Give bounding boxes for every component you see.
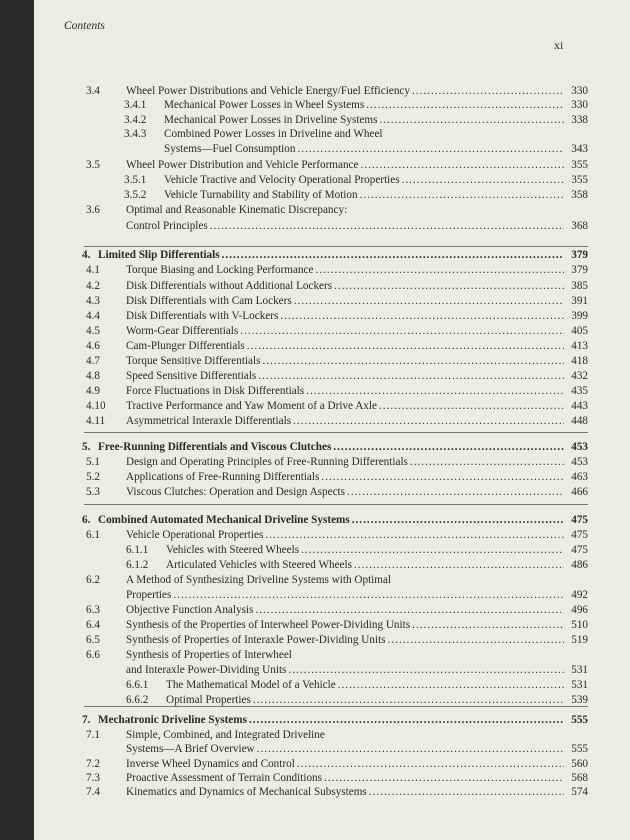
entry-number: 4.10 (86, 400, 106, 412)
entry-title: Proactive Assessment of Terrain Conditions (126, 772, 323, 784)
entry-title: Vehicles with Steered Wheels (166, 544, 300, 556)
entry-number: 3.5.1 (124, 174, 147, 186)
entry-page: 358 (571, 189, 588, 201)
entry-number: 3.4.2 (124, 114, 147, 126)
entry-page: 443 (571, 400, 588, 412)
entry-title: Systems—A Brief Overview (126, 743, 255, 755)
entry-page: 338 (571, 114, 588, 126)
toc-entry[interactable] (86, 603, 588, 617)
dot-leader (321, 470, 564, 484)
dot-leader (324, 771, 564, 785)
entry-title: Simple, Combined, and Integrated Driveline (126, 729, 325, 741)
chapter-divider (84, 246, 588, 247)
toc-entry[interactable] (86, 618, 588, 632)
toc-chapter[interactable] (82, 248, 588, 262)
toc-entry[interactable] (86, 573, 588, 587)
dot-leader (379, 113, 564, 127)
toc-entry[interactable] (86, 294, 588, 308)
entry-title: Torque Sensitive Differentials (126, 355, 261, 367)
entry-page: 496 (571, 604, 588, 616)
entry-page: 453 (571, 456, 588, 468)
toc-entry[interactable] (86, 309, 588, 323)
toc-entry[interactable] (86, 771, 588, 785)
entry-number: 4.9 (86, 385, 100, 397)
chapter-divider (84, 504, 588, 505)
dot-leader (412, 84, 564, 98)
entry-title: Viscous Clutches: Operation and Design Aspects (126, 486, 346, 498)
toc-entry[interactable] (126, 693, 588, 707)
chapter-page: 453 (571, 441, 588, 453)
dot-leader (301, 543, 564, 557)
entry-number: 4.4 (86, 310, 100, 322)
entry-title: Torque Biasing and Locking Performance (126, 264, 314, 276)
entry-page: 355 (571, 174, 588, 186)
entry-title: Disk Differentials with Cam Lockers (126, 295, 292, 307)
dot-leader (369, 785, 564, 799)
entry-number: 7.1 (86, 729, 100, 741)
toc-entry[interactable] (86, 84, 588, 98)
entry-number: 4.11 (86, 415, 106, 427)
dot-leader (255, 603, 564, 617)
entry-title: Speed Sensitive Differentials (126, 370, 257, 382)
entry-number: 3.4.3 (124, 128, 147, 140)
toc-entry[interactable] (86, 414, 588, 428)
entry-page: 405 (571, 325, 588, 337)
entry-number: 6.2 (86, 574, 100, 586)
entry-number: 7.4 (86, 786, 100, 798)
entry-number: 5.1 (86, 456, 100, 468)
dot-leader (306, 384, 564, 398)
dot-leader (315, 263, 564, 277)
entry-page: 463 (571, 471, 588, 483)
entry-title: A Method of Synthesizing Driveline Systems with Optimal (126, 574, 392, 586)
dot-leader (173, 588, 564, 602)
toc-entry[interactable] (86, 528, 588, 542)
entry-number: 7.3 (86, 772, 100, 784)
entry-title: Asymmetrical Interaxle Differentials (126, 415, 292, 427)
chapter-page: 475 (571, 514, 588, 526)
entry-title: Wheel Power Distributions and Vehicle Energy/Fuel Efficiency (126, 85, 410, 97)
entry-page: 399 (571, 310, 588, 322)
dot-leader (347, 485, 564, 499)
toc-entry-continuation[interactable] (164, 142, 588, 156)
entry-title: Systems—Fuel Consumption (164, 143, 296, 155)
entry-title: Objective Function Analysis (126, 604, 254, 616)
entry-title: Synthesis of Properties of Interwheel (126, 649, 292, 661)
toc-entry[interactable] (86, 633, 588, 647)
toc-entry[interactable] (86, 263, 588, 277)
entry-title: Tractive Performance and Yaw Moment of a Drive Axle (126, 400, 377, 412)
entry-title: Disk Differentials with V-Lockers (126, 310, 279, 322)
chapter-page: 379 (571, 249, 588, 261)
entry-number: 6.4 (86, 619, 100, 631)
dot-leader (257, 742, 564, 756)
book-page (34, 0, 630, 840)
entry-number: 4.5 (86, 325, 100, 337)
chapter-number: 5. (82, 441, 91, 453)
entry-page: 330 (571, 99, 588, 111)
dot-leader (210, 219, 564, 233)
toc-entry[interactable] (86, 203, 588, 217)
entry-number: 7.2 (86, 758, 100, 770)
toc-entry[interactable] (86, 455, 588, 469)
chapter-page: 555 (571, 714, 588, 726)
running-header: Contents (64, 20, 105, 32)
entry-page: 510 (571, 619, 588, 631)
entry-number: 6.5 (86, 634, 100, 646)
dot-leader (258, 369, 564, 383)
toc-entry-continuation[interactable] (126, 588, 588, 602)
entry-number: 4.2 (86, 280, 100, 292)
toc-chapter[interactable] (82, 440, 588, 454)
entry-page: 475 (571, 529, 588, 541)
dot-leader (280, 309, 564, 323)
toc-entry[interactable] (86, 339, 588, 353)
entry-title: Disk Differentials without Additional Lockers (126, 280, 333, 292)
entry-page: 413 (571, 340, 588, 352)
entry-page: 330 (571, 85, 588, 97)
toc-entry[interactable] (86, 785, 588, 799)
entry-page: 531 (571, 664, 588, 676)
entry-title: Vehicle Turnability and Stability of Motion (164, 189, 358, 201)
entry-number: 3.6 (86, 204, 100, 216)
chapter-number: 6. (82, 514, 91, 526)
entry-page: 368 (571, 220, 588, 232)
entry-title: Kinematics and Dynamics of Mechanical Subsystems (126, 786, 367, 798)
toc-entry[interactable] (124, 127, 588, 141)
entry-title: Force Fluctuations in Disk Differentials (126, 385, 305, 397)
entry-page: 555 (571, 743, 588, 755)
entry-number: 3.4.1 (124, 99, 147, 111)
dot-leader (388, 633, 564, 647)
entry-page: 418 (571, 355, 588, 367)
dot-leader (222, 248, 564, 262)
entry-page: 560 (571, 758, 588, 770)
entry-number: 6.1.2 (126, 559, 149, 571)
entry-page: 539 (571, 694, 588, 706)
entry-number: 3.4 (86, 85, 100, 97)
toc-entry-continuation[interactable] (126, 742, 588, 756)
entry-title: and Interaxle Power-Dividing Units (126, 664, 287, 676)
entry-number: 6.3 (86, 604, 100, 616)
entry-number: 6.1 (86, 529, 100, 541)
entry-title: Mechanical Power Losses in Wheel Systems (164, 99, 365, 111)
toc-entry[interactable] (86, 354, 588, 368)
toc-entry[interactable] (86, 728, 588, 742)
entry-number: 5.3 (86, 486, 100, 498)
entry-title: Inverse Wheel Dynamics and Control (126, 758, 295, 770)
entry-page: 492 (571, 589, 588, 601)
entry-number: 4.1 (86, 264, 100, 276)
dot-leader (240, 324, 564, 338)
dot-leader (354, 558, 564, 572)
entry-number: 3.5.2 (124, 189, 147, 201)
entry-title: Worm-Gear Differentials (126, 325, 239, 337)
entry-title: Combined Power Losses in Driveline and Wheel (164, 128, 383, 140)
dot-leader (360, 188, 564, 202)
entry-title: Mechanical Power Losses in Driveline Systems (164, 114, 378, 126)
dot-leader (297, 757, 564, 771)
toc-entry[interactable] (124, 173, 588, 187)
entry-number: 3.5 (86, 159, 100, 171)
dot-leader (334, 279, 564, 293)
entry-number: 6.6.1 (126, 679, 149, 691)
page-number: xi (554, 38, 564, 52)
entry-title: Synthesis of Properties of Interaxle Power-Dividing Units (126, 634, 386, 646)
toc-entry[interactable] (124, 188, 588, 202)
entry-number: 4.8 (86, 370, 100, 382)
entry-title: Vehicle Operational Properties (126, 529, 264, 541)
entry-number: 5.2 (86, 471, 100, 483)
toc-entry[interactable] (86, 384, 588, 398)
entry-number: 4.6 (86, 340, 100, 352)
chapter-divider (84, 432, 588, 433)
chapter-title: Mechatronic Driveline Systems (98, 714, 247, 726)
toc-entry-continuation[interactable] (126, 219, 588, 233)
entry-page: 435 (571, 385, 588, 397)
entry-page: 379 (571, 264, 588, 276)
entry-title: Synthesis of the Properties of Interwheel Power-Dividing Units (126, 619, 411, 631)
dot-leader (249, 713, 564, 727)
entry-page: 568 (571, 772, 588, 784)
dot-leader (360, 158, 564, 172)
toc-entry[interactable] (86, 470, 588, 484)
entry-page: 519 (571, 634, 588, 646)
chapter-title: Limited Slip Differentials (98, 249, 220, 261)
dot-leader (338, 678, 564, 692)
toc-entry[interactable] (86, 369, 588, 383)
toc-entry[interactable] (86, 648, 588, 662)
dot-leader (294, 294, 564, 308)
entry-page: 475 (571, 544, 588, 556)
dot-leader (262, 354, 564, 368)
dot-leader (297, 142, 564, 156)
entry-page: 432 (571, 370, 588, 382)
toc-entry[interactable] (124, 98, 588, 112)
toc-entry[interactable] (86, 158, 588, 172)
entry-page: 355 (571, 159, 588, 171)
toc-entry[interactable] (126, 558, 588, 572)
entry-number: 6.1.1 (126, 544, 149, 556)
entry-title: Properties (126, 589, 172, 601)
toc-entry[interactable] (124, 113, 588, 127)
dot-leader (253, 693, 564, 707)
entry-number: 6.6.2 (126, 694, 149, 706)
entry-page: 385 (571, 280, 588, 292)
dot-leader (352, 513, 564, 527)
dot-leader (247, 339, 564, 353)
entry-title: Applications of Free-Running Differentials (126, 471, 320, 483)
toc-entry[interactable] (86, 485, 588, 499)
entry-title: Optimal and Reasonable Kinematic Discrepancy: (126, 204, 348, 216)
dot-leader (265, 528, 564, 542)
chapter-title: Free-Running Differentials and Viscous Clutches (98, 441, 332, 453)
entry-title: The Mathematical Model of a Vehicle (166, 679, 336, 691)
entry-title: Vehicle Tractive and Velocity Operational Properties (164, 174, 400, 186)
dot-leader (293, 414, 564, 428)
entry-number: 6.6 (86, 649, 100, 661)
entry-page: 466 (571, 486, 588, 498)
dot-leader (379, 399, 564, 413)
dot-leader (410, 455, 564, 469)
entry-title: Cam-Plunger Differentials (126, 340, 245, 352)
entry-title: Optimal Properties (166, 694, 251, 706)
dot-leader (412, 618, 564, 632)
entry-title: Wheel Power Distribution and Vehicle Performance (126, 159, 359, 171)
entry-number: 4.3 (86, 295, 100, 307)
entry-title: Control Principles (126, 220, 208, 232)
dot-leader (402, 173, 564, 187)
toc-chapter[interactable] (82, 713, 588, 727)
toc-entry[interactable] (86, 279, 588, 293)
chapter-number: 4. (82, 249, 91, 261)
entry-page: 343 (571, 143, 588, 155)
entry-number: 4.7 (86, 355, 100, 367)
toc-chapter[interactable] (82, 513, 588, 527)
toc-entry[interactable] (86, 399, 588, 413)
entry-page: 531 (571, 679, 588, 691)
entry-page: 486 (571, 559, 588, 571)
dot-leader (288, 663, 564, 677)
chapter-number: 7. (82, 714, 91, 726)
entry-title: Design and Operating Principles of Free-Running Differentials (126, 456, 408, 468)
toc-entry-continuation[interactable] (126, 663, 588, 677)
toc-entry[interactable] (126, 678, 588, 692)
entry-title: Articulated Vehicles with Steered Wheels (166, 559, 352, 571)
dot-leader (366, 98, 564, 112)
entry-page: 391 (571, 295, 588, 307)
entry-page: 574 (571, 786, 588, 798)
chapter-title: Combined Automated Mechanical Driveline Systems (98, 514, 350, 526)
toc-entry[interactable] (86, 757, 588, 771)
entry-page: 448 (571, 415, 588, 427)
toc-entry[interactable] (126, 543, 588, 557)
toc-entry[interactable] (86, 324, 588, 338)
dot-leader (333, 440, 564, 454)
